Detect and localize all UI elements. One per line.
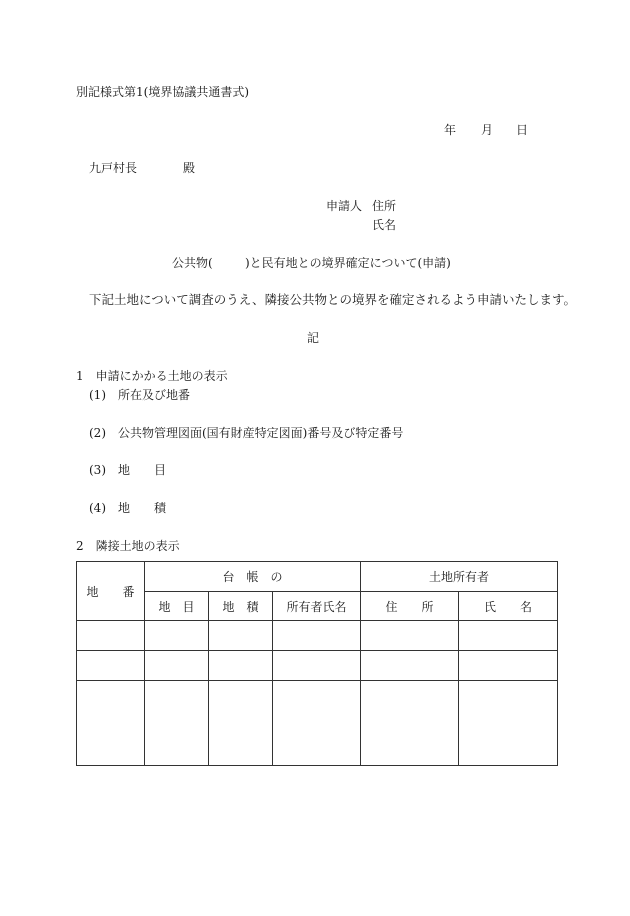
table-subheader-row [77,592,558,621]
table-cell[interactable] [459,621,558,651]
section2-title: 2 隣接土地の表示 [76,539,180,553]
ki-marker: 記 [307,331,320,345]
table-cell[interactable] [273,621,361,651]
subject-suffix: )と民有地との境界確定について(申請) [245,256,451,270]
section1-item-drawing: (2) 公共物管理図面(国有財産特定図面)番号及び特定番号 [89,426,404,440]
table-cell[interactable] [209,621,273,651]
table-header-row [77,562,558,592]
table-cell[interactable] [273,681,361,766]
adjacent-land-table [76,561,558,766]
table-cell[interactable] [273,651,361,681]
applicant-label: 申請人 [326,199,363,213]
subject-prefix: 公共物( [172,256,213,270]
table-cell[interactable] [459,681,558,766]
table-cell[interactable] [145,621,209,651]
section1-title: 1 申請にかかる土地の表示 [76,369,228,383]
section1-item-land-area: (4) 地 積 [89,501,166,515]
body-text: 下記土地について調査のうえ、隣接公共物との境界を確定されるよう申請いたします。 [89,292,577,307]
table-cell[interactable] [459,651,558,681]
section1-item-location: (1) 所在及び地番 [89,388,190,402]
table-cell[interactable] [145,651,209,681]
table-row [77,681,558,766]
owner-name-ledger-header: 所有者氏名 [273,592,361,621]
table-cell[interactable] [77,651,145,681]
table-cell[interactable] [361,681,459,766]
table-cell[interactable] [209,651,273,681]
table-cell[interactable] [361,651,459,681]
table-cell[interactable] [209,681,273,766]
section1-item-land-category: (3) 地 目 [89,463,166,477]
form-title: 別記様式第1(境界協議共通書式) [76,85,249,99]
table-cell[interactable] [77,621,145,651]
land-category-header: 地 目 [145,592,209,621]
owner-header: 土地所有者 [361,562,558,592]
name-label: 氏名 [372,218,397,232]
table-row [77,651,558,681]
address-label: 住所 [372,199,397,213]
date-month-label: 月 [481,123,494,137]
table-row [77,621,558,651]
owner-address-header: 住 所 [361,592,459,621]
table-cell[interactable] [145,681,209,766]
land-area-header: 地 積 [209,592,273,621]
date-day-label: 日 [516,123,529,137]
owner-name-header: 氏 名 [459,592,558,621]
ledger-header: 台 帳 の [145,562,361,592]
table-cell[interactable] [77,681,145,766]
addressee: 九戸村長 [89,161,138,175]
date-year-label: 年 [444,123,457,137]
table-cell[interactable] [361,621,459,651]
honorific: 殿 [183,161,196,175]
lot-number-header: 地 番 [77,562,145,621]
